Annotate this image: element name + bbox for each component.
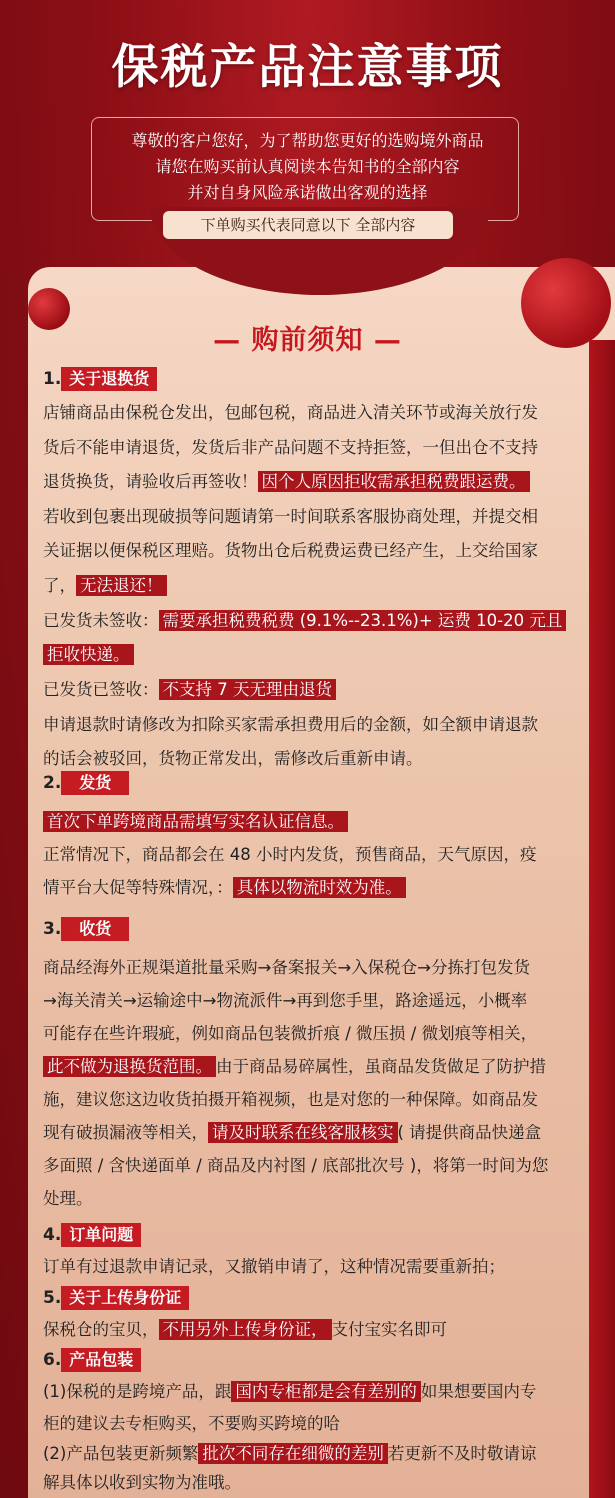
text-line bbox=[43, 572, 167, 600]
text-line: 若收到包裹出现破损等问题请第一时间联系客服协商处理，并提交相 bbox=[43, 507, 538, 526]
text: ( 请提供商品快递盒 bbox=[397, 1123, 542, 1142]
text-line: 申请退款时请修改为扣除买家需承担费用后的金额，如全额申请退款 bbox=[43, 715, 538, 734]
text-line bbox=[43, 1378, 536, 1406]
highlight: 不用另外上传身份证， bbox=[159, 1319, 332, 1340]
text-line bbox=[43, 468, 530, 496]
highlight: 不支持 7 天无理由退货 bbox=[159, 679, 337, 700]
section-5-title: 关于上传身份证 bbox=[61, 1286, 189, 1310]
text-line: 施，建议您这边收货拍摄开箱视频，也是对您的一种保障。如商品发 bbox=[43, 1090, 538, 1109]
section-number: 1. bbox=[43, 369, 62, 389]
highlight: 请及时联系在线客服核实 bbox=[208, 1122, 398, 1143]
page-title: 保税产品注意事项 bbox=[111, 40, 504, 95]
section-heading: — 购前须知 — bbox=[213, 325, 402, 356]
text: 如果想要国内专 bbox=[420, 1382, 537, 1401]
text-line bbox=[43, 641, 134, 669]
text: 退货换货，请验收后再签收！ bbox=[43, 472, 258, 491]
text-line bbox=[43, 676, 336, 704]
section-6-heading bbox=[43, 1348, 141, 1372]
section-4-heading bbox=[43, 1223, 141, 1247]
text-line bbox=[43, 1440, 536, 1468]
text-line bbox=[43, 1316, 447, 1344]
text-line: 店铺商品由保税仓发出，包邮包税，商品进入清关环节或海关放行发 bbox=[43, 403, 538, 422]
text: 情平台大促等特殊情况，： bbox=[43, 878, 233, 897]
text-line: 货后不能申请退货，发货后非产品问题不支持拒签，一但出仓不支持 bbox=[43, 438, 538, 457]
text-line bbox=[43, 808, 348, 836]
section-6-title: 产品包装 bbox=[61, 1348, 141, 1372]
highlight: 拒收快递。 bbox=[43, 644, 134, 665]
text-line bbox=[43, 607, 566, 635]
text-line bbox=[43, 874, 406, 902]
highlight: 需要承担税费税费 (9.1%--23.1%)+ 运费 10-20 元且 bbox=[159, 610, 567, 631]
highlight: 无法退还！ bbox=[76, 575, 167, 596]
section-4-title: 订单问题 bbox=[61, 1223, 141, 1247]
text: (1)保税的是跨境产品，跟 bbox=[43, 1382, 232, 1401]
text-line bbox=[43, 1053, 546, 1081]
section-number: 2. bbox=[43, 773, 62, 793]
section-2-title: 发货 bbox=[61, 771, 129, 795]
text: (2)产品包装更新频繁 bbox=[43, 1444, 199, 1463]
text: 现有破损漏液等相关， bbox=[43, 1123, 208, 1142]
decorative-edge bbox=[589, 340, 615, 1498]
highlight: 因个人原因拒收需承担税费跟运费。 bbox=[258, 471, 530, 492]
text-line: 柜的建议去专柜购买，不要购买跨境的哈 bbox=[43, 1414, 340, 1433]
text-line: 多面照 / 含快递面单 / 商品及内衬图 / 底部批次号 )，将第一时间为您 bbox=[43, 1156, 549, 1175]
text: 保税仓的宝贝， bbox=[43, 1320, 159, 1339]
text: 已发货已签收： bbox=[43, 680, 159, 699]
text: 若更新不及时敬请谅 bbox=[387, 1444, 537, 1463]
section-1-heading bbox=[43, 367, 157, 391]
notice-line: 尊敬的客户您好，为了帮助您更好的选购境外商品 bbox=[131, 131, 484, 150]
text: 了， bbox=[43, 576, 76, 595]
text-line: 关证据以便保税区理赔。货物出仓后税费运费已经产生，上交给国家 bbox=[43, 541, 538, 560]
section-3-title: 收货 bbox=[61, 917, 129, 941]
text-line: 处理。 bbox=[43, 1189, 93, 1208]
text: 由于商品易碎属性，虽商品发货做足了防护措 bbox=[216, 1057, 546, 1076]
text-line bbox=[43, 1119, 541, 1147]
highlight: 具体以物流时效为准。 bbox=[233, 877, 406, 898]
section-1-title: 关于退换货 bbox=[61, 367, 157, 391]
section-number: 5. bbox=[43, 1288, 62, 1308]
section-number: 6. bbox=[43, 1350, 62, 1370]
text-line: 商品经海外正规渠道批量采购→备案报关→入保税仓→分拣打包发货 bbox=[43, 958, 530, 977]
text-line: 正常情况下，商品都会在 48 小时内发货，预售商品，天气原因，疫 bbox=[43, 845, 537, 864]
section-5-heading bbox=[43, 1286, 189, 1310]
text-line: 订单有过退款申请记录，又撤销申请了，这种情况需要重新拍； bbox=[43, 1257, 505, 1276]
section-number: 4. bbox=[43, 1225, 62, 1245]
highlight: 国内专柜都是会有差别的 bbox=[231, 1381, 421, 1402]
notice-line: 请您在购买前认真阅读本告知书的全部内容 bbox=[155, 157, 460, 176]
text-line: 的话会被驳回，货物正常发出，需修改后重新申请。 bbox=[43, 749, 423, 768]
section-number: 3. bbox=[43, 919, 62, 939]
highlight: 批次不同存在细微的差别 bbox=[198, 1443, 388, 1464]
text-line: →海关清关→运输途中→物流派件→再到您手里，路途遥远，小概率 bbox=[43, 991, 528, 1010]
highlight: 首次下单跨境商品需填写实名认证信息。 bbox=[43, 811, 348, 832]
text: 已发货未签收： bbox=[43, 611, 159, 630]
text-line: 可能存在些许瑕疵，例如商品包装微折痕 / 微压损 / 微划痕等相关， bbox=[43, 1024, 538, 1043]
text: 支付宝实名即可 bbox=[331, 1320, 447, 1339]
section-3-heading bbox=[43, 917, 129, 941]
agree-notice-label: 下单购买代表同意以下 全部内容 bbox=[163, 211, 453, 239]
notice-line: 并对自身风险承诺做出客观的选择 bbox=[187, 183, 428, 202]
section-2-heading bbox=[43, 771, 129, 795]
highlight: 此不做为退换货范围。 bbox=[43, 1056, 216, 1077]
text-line: 解具体以收到实物为准哦。 bbox=[43, 1473, 241, 1492]
